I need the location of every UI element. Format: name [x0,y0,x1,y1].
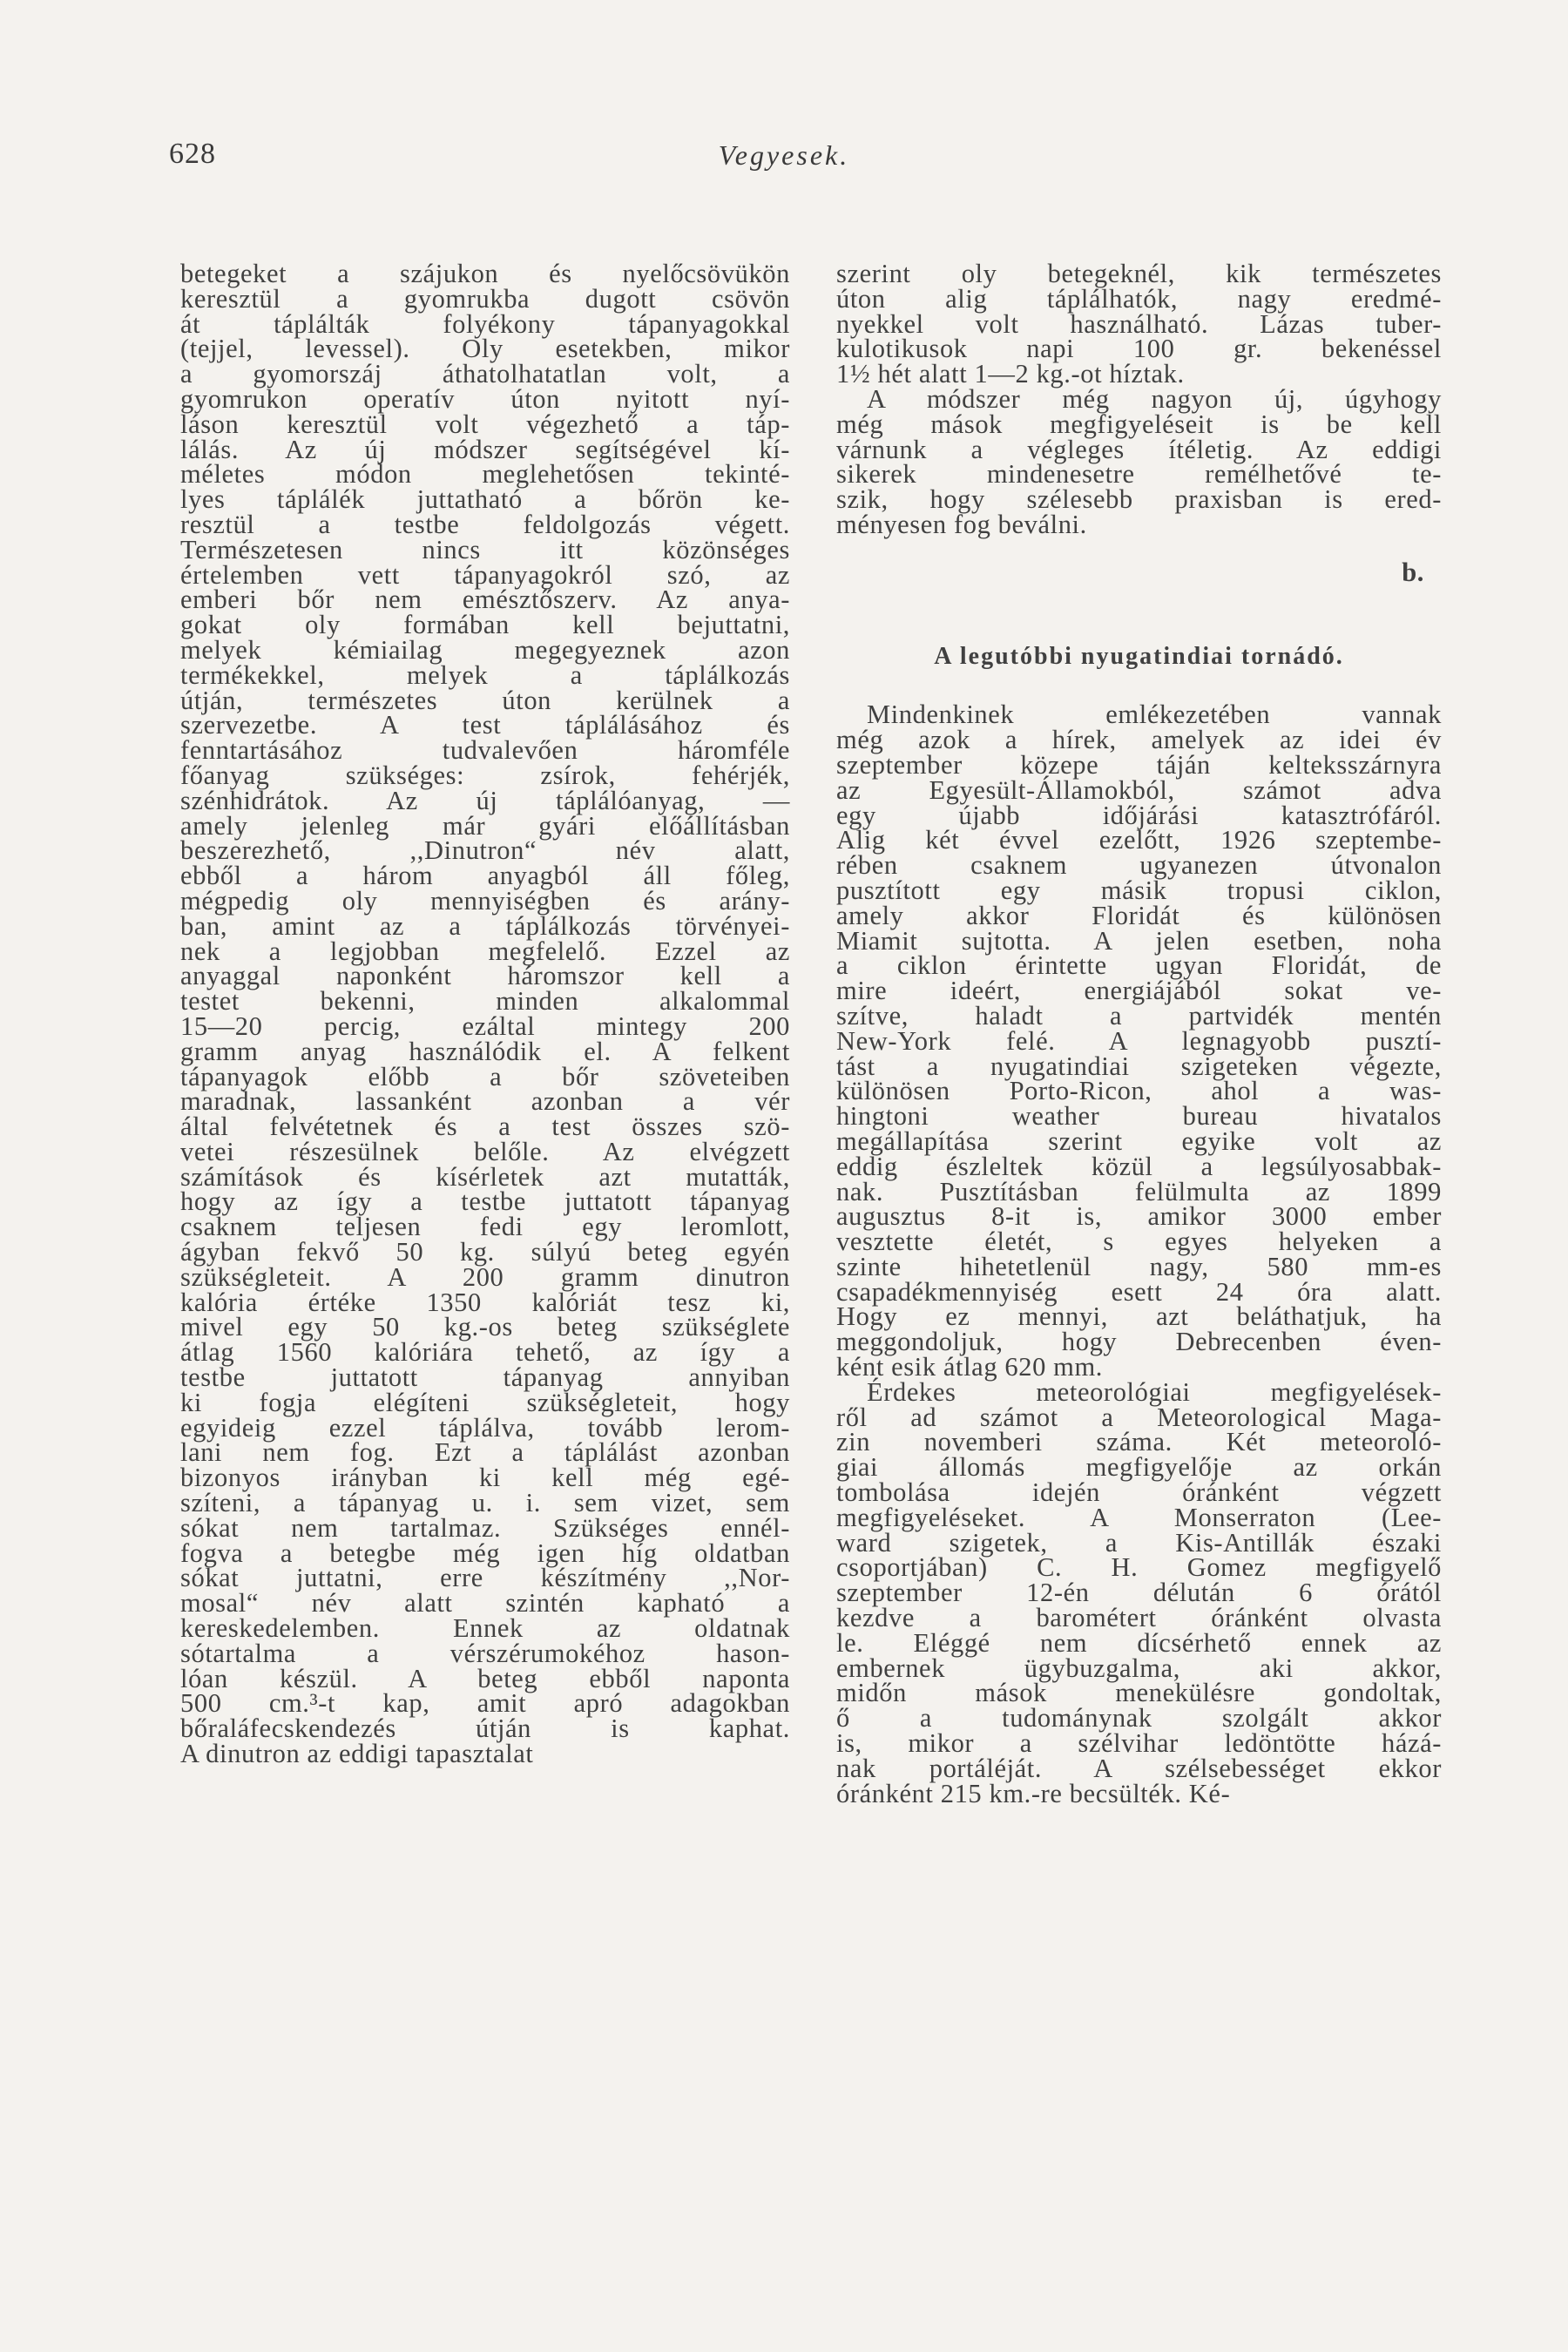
text-line: kezdve a barométert óránként olvasta [836,1603,1442,1633]
text-line: fogva a betegbe még igen híg oldatban [180,1538,790,1568]
text-line: sótartalma a vérszérumokéhoz hason- [180,1638,790,1668]
running-title: Vegyesek. [718,139,850,171]
text-line: testbe juttatott tápanyag annyiban [180,1362,790,1393]
text-line: (tejjel, levessel). Oly esetekben, mikor [180,334,790,364]
text-line: mégpedig oly mennyiségben és arány- [180,885,790,916]
text-line: várnunk a végleges ítéletig. Az eddigi [836,434,1442,464]
text-line: bőraláfecskendezés útján is kaphat. [180,1713,790,1744]
text-line: keresztül a gyomrukba dugott csövön [180,283,790,314]
text-line: szinte hihetetlenül nagy, 580 mm-es [836,1251,1442,1281]
text-line: Hogy ez mennyi, azt beláthatjuk, ha [836,1301,1442,1332]
text-line: kereskedelemben. Ennek az oldatnak [180,1613,790,1644]
text-line: embernek ügybuzgalma, aki akkor, [836,1652,1442,1683]
text-line: által felvétetnek és a test összes szö- [180,1112,790,1142]
text-line: nyekkel volt használható. Lázas tuber- [836,308,1442,339]
text-line: megállapítása szerint egyike volt az [836,1125,1442,1156]
text-line: sikerek mindenesetre remélhetővé te- [836,459,1442,490]
text-line: ebből a három anyagból áll főleg, [180,861,790,891]
text-line: ről ad számot a Meteorological Maga- [836,1402,1442,1432]
text-line: sókat juttatni, erre készítmény ,,Nor- [180,1563,790,1593]
text-line: szerint oly betegeknél, kik természetes [836,259,1442,288]
text-line: szíteni, a tápanyag u. i. sem vizet, sem [180,1488,790,1518]
text-line: zin novemberi száma. Két meteoroló- [836,1427,1442,1457]
text-line: szénhidrátok. Az új táplálóanyag, — [180,785,790,815]
text-line: Miamit sujtotta. A jelen esetben, noha [836,925,1442,956]
text-line: csoportjában) C. H. Gomez megfigyelő [836,1552,1442,1583]
text-line: ward szigetek, a Kis-Antillák északi [836,1527,1442,1558]
text-line: betegeket a szájukon és nyelőcsövükön [180,259,790,288]
text-line: tápanyagok előbb a bőr szöveteiben [180,1061,790,1092]
text-line: fenntartásához tudvalevően háromféle [180,735,790,766]
text-line: tombolása idején óránként végzett [836,1477,1442,1508]
text-line: giai állomás megfigyelője az orkán [836,1452,1442,1483]
text-line: gokat oly formában kell bejuttatni, [180,610,790,640]
text-line: amely jelenleg már gyári előállításban [180,810,790,841]
text-line: termékekkel, melyek a táplálkozás [180,659,790,690]
text-line: megfigyeléseket. A Monserraton (Lee- [836,1502,1442,1532]
text-line: gyomrukon operatív úton nyitott nyí- [180,383,790,414]
text-line: rében csaknem ugyanezen útvonalon [836,850,1442,881]
text-line: át táplálták folyékony tápanyagokkal [180,308,790,339]
text-line: útján, természetes úton kerülnek a [180,685,790,715]
text-line: Természetesen nincs itt közönséges [180,534,790,564]
text-line: szeptember 12-én délután 6 órától [836,1578,1442,1608]
text-line: 15—20 percig, ezáltal mintegy 200 [180,1010,790,1041]
right-column [836,261,1442,1806]
text-line: meggondoljuk, hogy Debrecenben éven- [836,1327,1442,1357]
text-line: vetei részesülnek belőle. Az elvégzett [180,1136,790,1166]
text-line: bizonyos irányban ki kell még egé- [180,1463,790,1493]
page-number: 628 [169,138,216,170]
text-line: maradnak, lassanként azonban a vér [180,1086,790,1117]
text-line: láson keresztül volt végezhető a táp- [180,409,790,439]
text-line: a gyomorszáj áthatolhatatlan volt, a [180,359,790,389]
text-line: nek a legjobban megfelelő. Ezzel az [180,936,790,966]
text-line: méletes módon meglehetősen tekinté- [180,459,790,490]
text-line: mire ideért, energiájából sokat ve- [836,976,1442,1006]
paragraph-4 [836,1376,1442,1808]
text-line: lálás. Az új módszer segítségével kí- [180,434,790,464]
text-line: lyes táplálék juttatható a bőrön ke- [180,484,790,515]
text-line: pusztított egy másik tropusi ciklon, [836,875,1442,905]
text-line: mivel egy 50 kg.-os beteg szükséglete [180,1312,790,1342]
text-line: A dinutron az eddigi tapasztalat [180,1739,534,1769]
text-line: melyek kémiailag megegyeznek azon [180,634,790,665]
text-line: ményesen fog beválni. [836,509,1087,539]
text-line: ban, amint az a táplálkozás törvényei- [180,910,790,941]
text-line: még azok a hírek, amelyek az idei év [836,725,1442,755]
text-line: nak. Pusztításban felülmulta az 1899 [836,1176,1442,1206]
text-line: számítások és kísérletek azt mutatták, [180,1161,790,1192]
text-line: amely akkor Floridát és különösen [836,900,1442,930]
text-line: testet bekenni, minden alkalommal [180,986,790,1017]
text-line: különösen Porto-Ricon, ahol a was- [836,1076,1442,1106]
text-line: beszerezhető, ,,Dinutron“ név alatt, [180,835,790,866]
text-line: még mások megfigyeléseit is be kell [836,409,1442,439]
text-line: lóan készül. A beteg ebből naponta [180,1663,790,1693]
text-line: resztül a testbe feldolgozás végett. [180,509,790,539]
text-line: emberi bőr nem emésztőszerv. Az anya- [180,585,790,615]
text-line: New-York felé. A legnagyobb pusztí- [836,1025,1442,1056]
text-line: szükségleteit. A 200 gramm dinutron [180,1261,790,1292]
text-line: egyideig ezzel táplálva, tovább lerom- [180,1412,790,1443]
text-line: sókat nem tartalmaz. Szükséges ennél- [180,1512,790,1543]
text-line: szervezetbe. A test táplálásához és [180,710,790,740]
text-line: kulotikusok napi 100 gr. bekenéssel [836,334,1442,364]
text-line: le. Eléggé nem dícsérhető ennek az [836,1627,1442,1658]
text-line: csapadékmennyiség esett 24 óra alatt. [836,1276,1442,1307]
text-line: 1½ hét alatt 1—2 kg.-ot híztak. [836,359,1185,389]
text-line: Alig két évvel ezelőtt, 1926 szeptembe- [836,825,1442,855]
paragraph-3 [836,702,1442,1380]
text-line: midőn mások menekülésre gondoltak, [836,1678,1442,1708]
text-line: Érdekes meteorológiai megfigyelések- [867,1376,1442,1407]
text-line: mosal“ név alatt szintén kapható a [180,1588,790,1619]
text-line: lani nem fog. Ezt a táplálást azonban [180,1437,790,1468]
text-line: szítve, haladt a partvidék mentén [836,1000,1442,1031]
text-line: is, mikor a szélvihar ledöntötte házá- [836,1728,1442,1759]
text-line: hingtoni weather bureau hivatalos [836,1101,1442,1132]
text-line: ágyban fekvő 50 kg. súlyú beteg egyén [180,1237,790,1267]
text-line: 500 cm.³-t kap, amit apró adagokban [180,1688,790,1719]
text-line: tást a nyugatindiai szigeteken végezte, [836,1051,1442,1081]
text-line: ki fogja elégíteni szükségleteit, hogy [180,1387,790,1417]
text-line: Mindenkinek emlékezetében vannak [867,700,1442,730]
text-line: átlag 1560 kalóriára tehető, az így a [180,1337,790,1368]
text-line: ő a tudománynak szolgált akkor [836,1703,1442,1734]
text-line: szik, hogy szélesebb praxisban is ered- [836,484,1442,515]
text-line: eddig észleltek közül a legsúlyosabbak- [836,1151,1442,1181]
text-line: szeptember közepe táján kelteksszárnyra [836,749,1442,780]
text-line: anyaggal naponként háromszor kell a [180,961,790,991]
text-line: óránként 215 km.-re becsülték. Ké- [836,1778,1231,1808]
text-line: értelemben vett tápanyagokról szó, az [180,559,790,590]
text-line: nak portáléját. A szélsebességet ekkor [836,1753,1442,1783]
paragraph-2 [836,383,1442,539]
left-column [180,261,790,1767]
text-line: csaknem teljesen fedi egy leromlott, [180,1212,790,1242]
text-line: augusztus 8-it is, amikor 3000 ember [836,1201,1442,1232]
section-title: A legutóbbi nyugatindiai tornádó. [934,642,1344,670]
text-line: kalória értéke 1350 kalóriát tesz ki, [180,1287,790,1317]
text-line: gramm anyag használódik el. A felkent [180,1036,790,1066]
text-line: vesztette életét, s egyes helyeken a [836,1227,1442,1257]
paragraph-1 [836,261,1442,387]
text-line: a ciklon érintette ugyan Floridát, de [836,950,1442,981]
text-line: az Egyesült-Államokból, számot adva [836,774,1442,805]
text-line: úton alig táplálhatók, nagy eredmé- [836,283,1442,314]
text-line: főanyag szükséges: zsírok, fehérjék, [180,760,790,790]
text-line: A módszer még nagyon új, úgyhogy [867,383,1442,414]
text-line: hogy az így a testbe juttatott tápanyag [180,1186,790,1217]
author-signature: b. [1402,557,1424,587]
text-line: egy újabb időjárási katasztrófáról. [836,800,1442,830]
text-line: ként esik átlag 620 mm. [836,1352,1104,1382]
